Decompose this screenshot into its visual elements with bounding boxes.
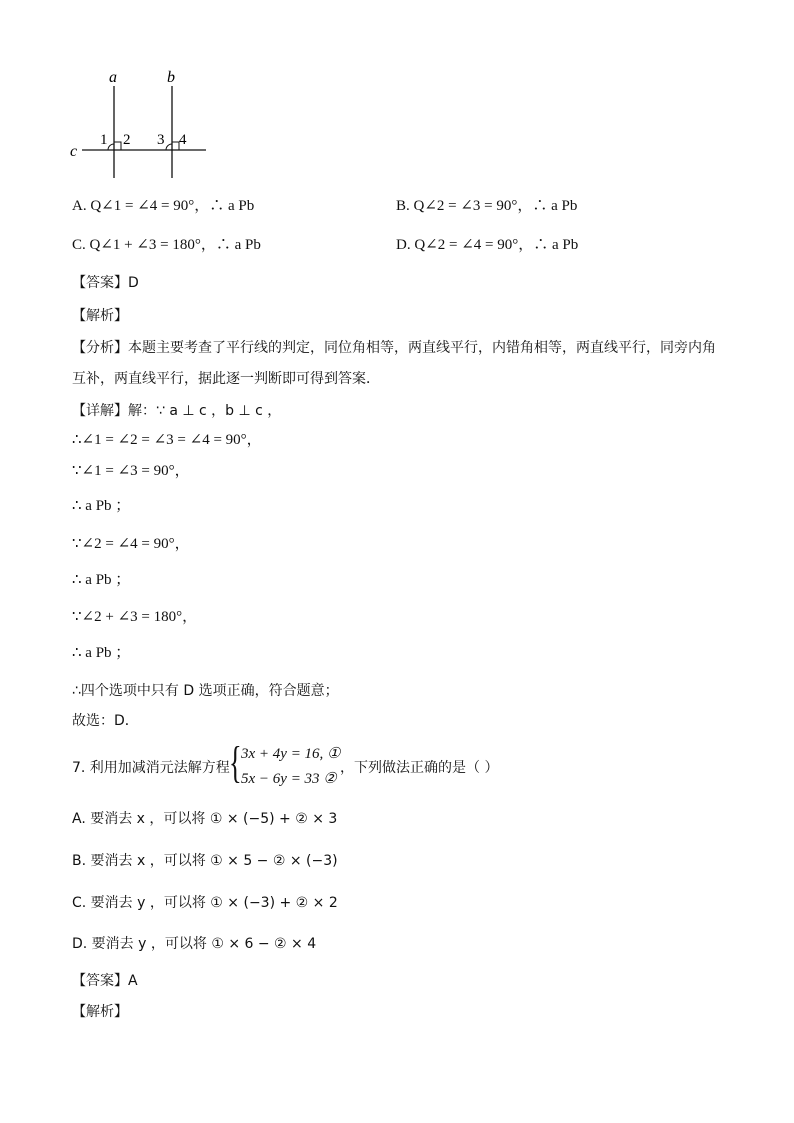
- equation-brace: {: [229, 738, 242, 787]
- q7-stem-prefix: 7. 利用加减消元法解方程: [72, 760, 230, 776]
- label-a: a: [109, 69, 117, 86]
- q7-option-a: A. 要消去 x ，可以将 ① × (−5) + ② × 3: [72, 811, 338, 827]
- angle-arc-1: [108, 144, 114, 150]
- label-c: c: [70, 143, 78, 160]
- q6-step-8: ∴四个选项中只有 D 选项正确，符合题意；: [72, 683, 339, 699]
- right-angle-mark-a: [114, 142, 121, 150]
- q6-option-a: A. Q∠1 = ∠4 = 90°，∴ a Pb: [72, 198, 255, 214]
- label-4: 4: [179, 132, 187, 148]
- angle-arc-3: [166, 144, 172, 150]
- q6-conclusion: 故选：D．: [72, 713, 139, 729]
- q6-step-7: ∴ a Pb ；: [72, 645, 131, 661]
- q7-equation-2: 5x − 6y = 33 ②: [241, 771, 337, 787]
- q6-option-d: D. Q∠2 = ∠4 = 90°，∴ a Pb: [396, 237, 579, 253]
- q6-detail: 【详解】解：∵ a ⊥ c ，b ⊥ c ，: [72, 403, 282, 419]
- parallel-lines-figure: [60, 62, 280, 192]
- q6-analysis-line-2: 互补，两直线平行，据此逐一判断即可得到答案．: [72, 371, 380, 387]
- q6-step-3: ∴ a Pb ；: [72, 498, 131, 514]
- q6-option-b: B. Q∠2 = ∠3 = 90°，∴ a Pb: [396, 198, 578, 214]
- q6-step-6: ∵∠2 + ∠3 = 180°，: [72, 609, 198, 625]
- q7-option-c: C. 要消去 y ，可以将 ① × (−3) + ② × 2: [72, 895, 338, 911]
- q6-analysis-line-1: 【分析】本题主要考查了平行线的判定，同位角相等，两直线平行，内错角相等，两直线平行，同旁内角: [72, 340, 716, 356]
- q7-option-d: D. 要消去 y ，可以将 ① × 6 − ② × 4: [72, 936, 317, 952]
- q6-step-5: ∴ a Pb ；: [72, 572, 131, 588]
- label-b: b: [167, 69, 175, 86]
- q7-equation-1: 3x + 4y = 16, ①: [241, 746, 341, 762]
- q7-option-b: B. 要消去 x ，可以将 ① × 5 − ② × (−3): [72, 853, 338, 869]
- q7-analysis-heading: 【解析】: [72, 1004, 128, 1020]
- q6-option-c: C. Q∠1 + ∠3 = 180°，∴ a Pb: [72, 237, 261, 253]
- q6-answer: 【答案】D: [72, 275, 139, 291]
- label-3: 3: [157, 132, 165, 148]
- right-angle-mark-b: [172, 142, 179, 150]
- q6-step-4: ∵∠2 = ∠4 = 90°，: [72, 536, 190, 552]
- q7-stem-suffix: ，下列做法正确的是（ ）: [340, 760, 499, 776]
- label-1: 1: [100, 132, 108, 148]
- q6-step-2: ∵∠1 = ∠3 = 90°，: [72, 463, 190, 479]
- q7-answer: 【答案】A: [72, 973, 138, 989]
- q6-analysis-heading: 【解析】: [72, 308, 128, 324]
- q6-step-1: ∴∠1 = ∠2 = ∠3 = ∠4 = 90°，: [72, 432, 262, 448]
- label-2: 2: [123, 132, 131, 148]
